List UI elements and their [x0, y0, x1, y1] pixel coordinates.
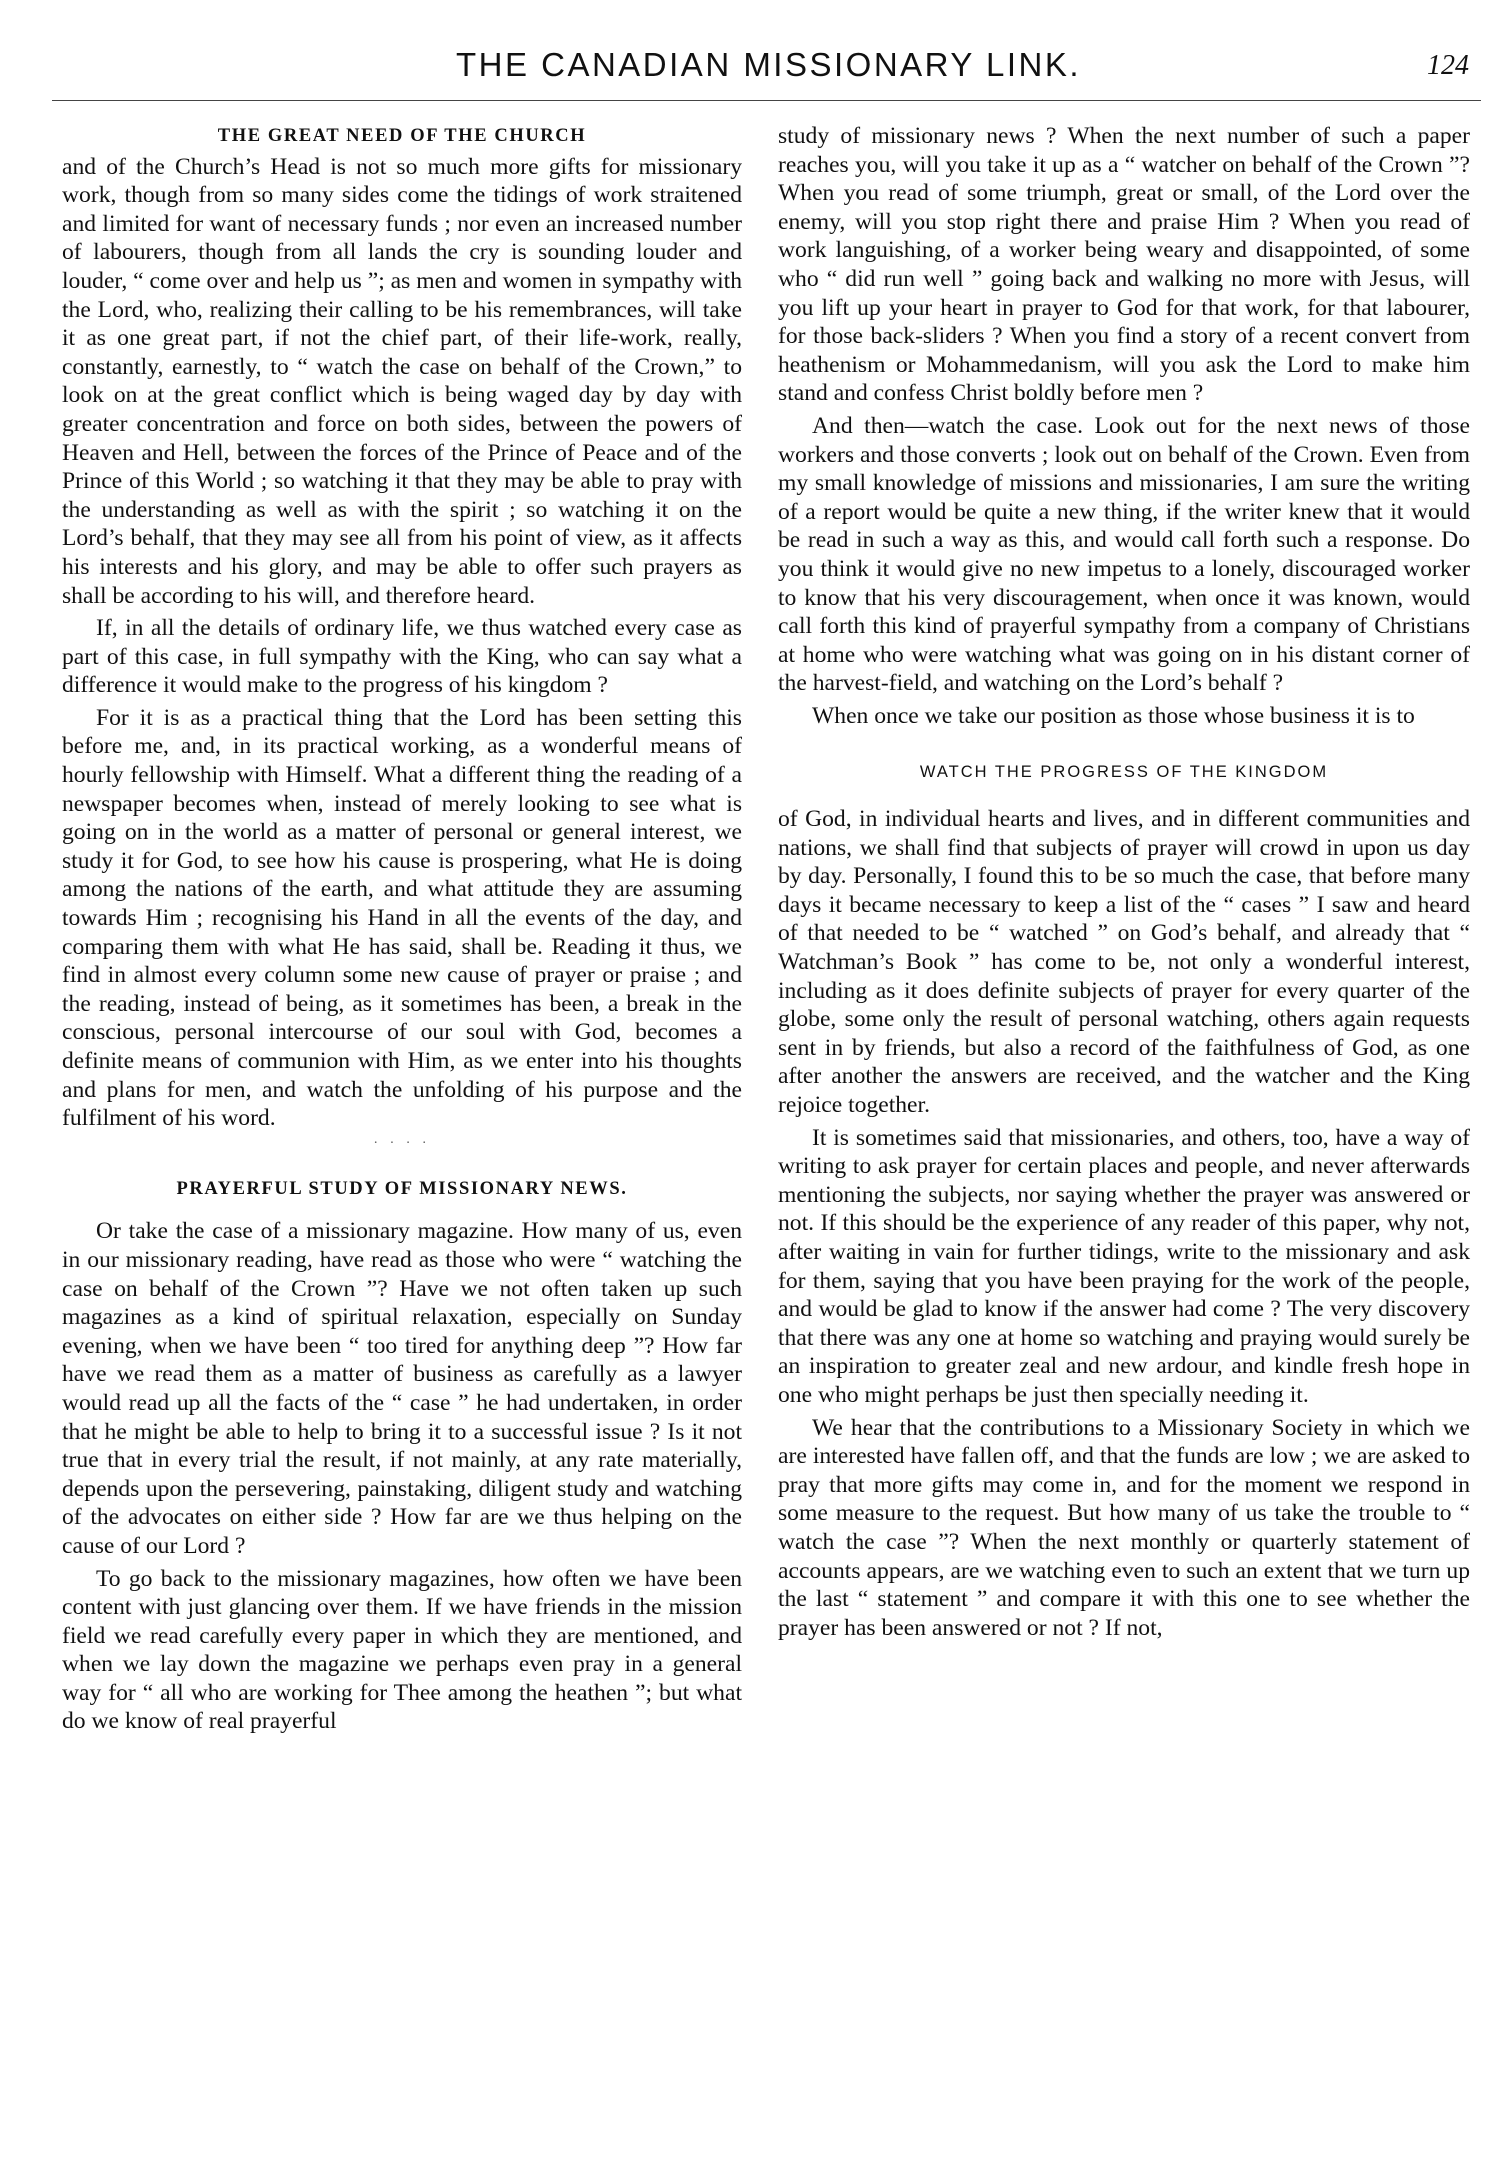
section-heading-great-need: THE GREAT NEED OF THE CHURCH: [217, 126, 587, 146]
right-column: [778, 122, 1470, 1642]
page-number: 124: [1427, 50, 1469, 81]
paragraph: of God, in individual hearts and lives, and in different communities and nations, we shall find that subjects of prayer will crowd in upon us day by day. Personally, I found this to be so much the case, that before many days it became necessary to keep a list of the “ cases ” I saw and heard of that needed to be “ watched ” on God’s behalf, and already that “ Watchman’s Book ” has come to be, not only a wonderful interest, including as it does definite subjects of prayer for every quarter of the globe, some only the result of personal watching, others again requests sent in by friends, but also a record of the faithfulness of God, as one after another the answers are received, and the watcher and the King rejoice together.: [778, 806, 1470, 1118]
paragraph: When once we take our position as those whose business it is to: [812, 702, 1415, 729]
paragraph: And then—watch the case. Look out for the next news of those workers and those converts ; look out on behalf of the Crown. Even from my small knowledge of missions and missionaries, I am sure the writing of a report would be quite a new thing, if the writer knew that it would be read in such a way as this, and would call forth such a response. Do you think it would give no new impetus to a lonely, discouraged worker to know that his very discouragement, when once it was known, would call forth this kind of prayerful sympathy from a company of Christians at home who were watching what was going on in his distant corner of the harvest-field, and watching on the Lord’s behalf ?: [778, 412, 1470, 697]
paragraph: It is sometimes said that missionaries, and others, too, have a way of writing to ask prayer for certain places and people, and never afterwards mentioning the subjects, nor saying whether the prayer was answered or not. If this should be the experience of any reader of this paper, why not, after waiting in vain for further tidings, write to the missionary and ask for them, saying that you have been praying for the work of the people, and would be glad to know if the answer had come ? The very discovery that there was any one at home so watching and praying would surely be an inspiration to greater zeal and new ardour, and kindle fresh hope in one who might perhaps be just then specially needing it.: [778, 1124, 1470, 1408]
divider: · · · ·: [373, 1135, 431, 1151]
paragraph: To go back to the missionary magazines, how often we have been content with just glancing over them. If we have friends in the mission field we read carefully every paper in which they are mentioned, and when we lay down the magazine we perhaps even pray in a general way for “ all who are working for Thee among the heathen ”; but what do we know of real prayerful: [62, 1565, 742, 1735]
section-heading-prayerful-study: PRAYERFUL STUDY OF MISSIONARY NEWS.: [176, 1178, 628, 1199]
paragraph: We hear that the contributions to a Missionary Society in which we are interested have fallen off, and that the funds are low ; we are asked to pray that more gifts may come in, and for the moment we respond in some measure to the request. But how many of us take the trouble to “ watch the case ”? When the next monthly or quarterly statement of accounts appears, are we watching even to such an extent that we turn up the last “ statement ” and compare it with this one to see whether the prayer has been answered or not ? If not,: [778, 1414, 1470, 1641]
paragraph: For it is as a practical thing that the Lord has been setting this before me, and, in its practical working, as a wonderful means of hourly fellowship with Himself. What a different thing the reading of a newspaper becomes when, instead of merely looking to see what is going on in the world as a matter of personal or general interest, we study it for God, to see how his cause is prospering, what He is doing among the nations of the earth, and what attitude they are assuming towards Him ; recognising his Hand in all the events of the day, and comparing them with what He has said, shall be. Reading it thus, we find in almost every column some new cause of prayer or praise ; and the reading, instead of being, as it sometimes has been, a break in the conscious, personal intercourse of our soul with God, becomes a definite means of communion with Him, as we enter into his thoughts and plans for men, and watch the unfolding of his purpose and the fulfilment of his word.: [62, 704, 742, 1132]
header-rule: [52, 100, 1481, 101]
section-heading-watch-progress: WATCH THE PROGRESS OF THE KINGDOM: [919, 763, 1329, 782]
paragraph: If, in all the details of ordinary life, we thus watched every case as part of this case, in full sympathy with the King, who can say what a difference it would make to the progress of his kingdom ?: [62, 615, 742, 699]
publication-title: THE CANADIAN MISSIONARY LINK.: [455, 46, 1082, 83]
paragraph: Or take the case of a missionary magazine. How many of us, even in our missionary reading, have read as those who were “ watching the case on behalf of the Crown ”? Have we not often taken up such magazines as a kind of spiritual relaxation, especially on Sunday evening, when we have been “ too tired for anything deep ”? How far have we read them as a matter of business as carefully as a lawyer would read up all the facts of the “ case ” he had undertaken, in order that he might be able to help to bring it to a successful issue ? Is it not true that in every trial the result, if not mainly, at any rate materially, depends upon the persevering, painstaking, diligent study and watching of the advocates on either side ? How far are we thus helping on the cause of our Lord ?: [62, 1218, 742, 1559]
left-column: [62, 122, 742, 1736]
paragraph: study of missionary news ? When the next number of such a paper reaches you, will you take it up as a “ watcher on behalf of the Crown ”? When you read of some triumph, great or small, of the Lord over the enemy, will you stop right there and praise Him ? When you read of work languishing, of a worker being weary and disappointed, of some who “ did run well ” going back and walking no more with Jesus, will you lift up your heart in prayer to God for that work, for that labourer, for those back-sliders ? When you find a story of a recent convert from heathenism or Mohammedanism, will you ask the Lord to make him stand and confess Christ boldly before men ?: [778, 123, 1470, 407]
masthead: [60, 46, 1477, 94]
paragraph: and of the Church’s Head is not so much more gifts for missionary work, though from so many sides come the tidings of work straitened and limited for want of necessary funds ; nor even an increased number of labourers, though from all lands the cry is sounding louder and louder, “ come over and help us ”; as men and women in sympathy with the Lord, who, realizing their calling to be his remembrances, will take it as one great part, if not the chief part, of their life-work, really, constantly, earnestly, to “ watch the case on behalf of the Crown,” to look on at the great conflict which is being waged day by day with greater concentration and force on both sides, between the powers of Heaven and Hell, between the forces of the Prince of Peace and of the Prince of this World ; so watching it that they may be able to pray with the understanding as well as with the spirit ; so watching it on the Lord’s behalf, that they may see all from his point of view, as it affects his interests and his glory, and may be able to offer such prayers as shall be according to his will, and therefore heard.: [62, 153, 742, 609]
